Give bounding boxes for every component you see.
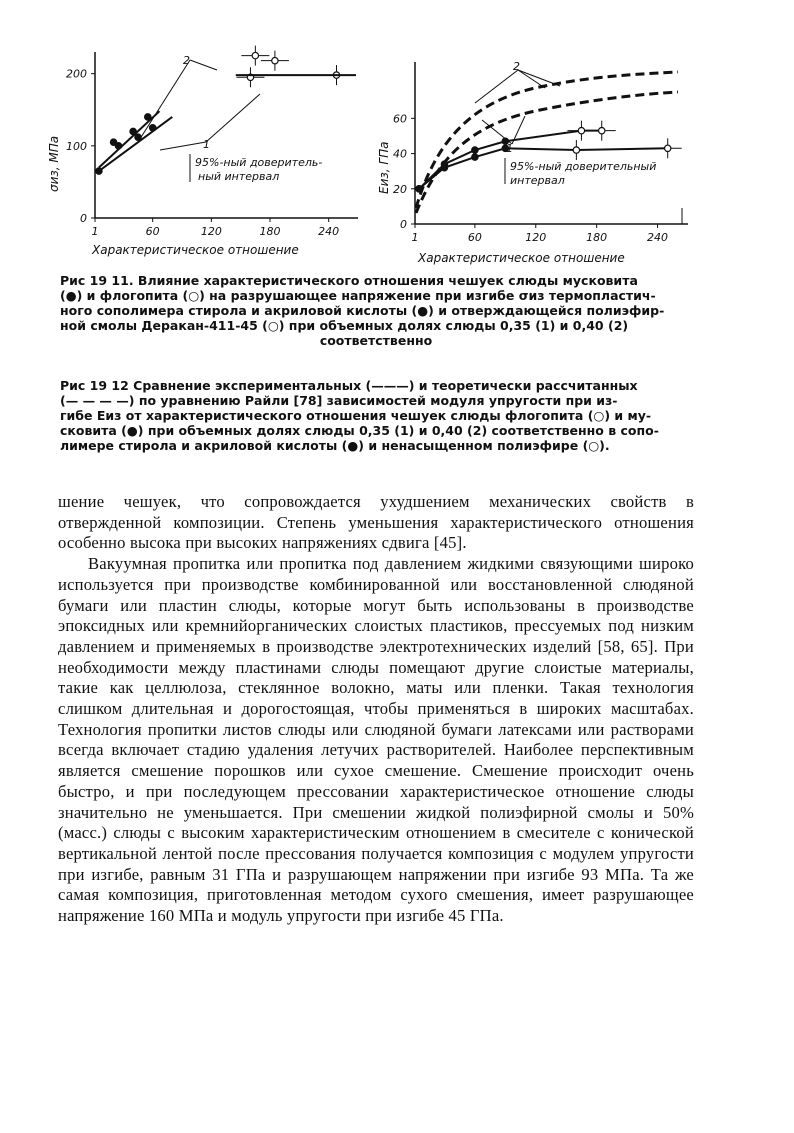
x-tick-label: 240 bbox=[647, 231, 669, 244]
x-tick-label: 1 bbox=[411, 231, 419, 244]
x-tick-label: 240 bbox=[318, 225, 340, 238]
x-tick-label: 1 bbox=[91, 225, 99, 238]
x-tick-label: 180 bbox=[586, 231, 608, 244]
leader-1b bbox=[206, 94, 260, 142]
theory-curve-2 bbox=[416, 72, 678, 208]
y-axis-label: σиз, МПа bbox=[47, 135, 61, 192]
figure-19-12 bbox=[360, 48, 690, 270]
paragraph-2: Вакуумная пропитка или пропитка под давлением жидкими связующими широко используется при производстве комбинированной или восстановленной слюдяной бумаги или пластин слюды, которые могут быть использованы в производстве эпоксидных или кремнийорганических слоистых пластиков, прессуемых под низким давлением и применяемых в производстве электротехнических изделий [58, 65]. При необходимости между пластинами слюды помещают другие слоистые материалы, такие как целлюлоза, стеклянное волокно, маты или пленки. Такая технология слишком длительная и дорогостоящая, чтобы применяться в широких масштабах. Технология пропитки листов слюды или слюдяной бумаги латексами или растворами всегда включает стадию удаления летучих растворителей. Наиболее перспективным является смешение порошков или сухое смешение. Смешение происходит очень быстро, и при последующем прессовании характеристическое отношение слюды значительно не уменьшается. При смешении жидкой полиэфирной смолы и 50% (масс.) слюды с высоким характеристическим отношением в смесителе с конической вертикальной лентой после прессования получается композиция с модулем упругости при изгибе, равным 31 ГПа и разрушающем напряжении при изгибе 93 МПа. Та же самая композиция, приготовленная методом сухого смешения, имеет разрушающее напряжение 160 МПа и модуль упругости при изгибе 45 ГПа. bbox=[58, 554, 694, 926]
ci-label-line2: интервал bbox=[510, 174, 565, 187]
caption-line: гибе Eиз от характеристического отношения чешуек слюды флогопита (○) и му- bbox=[60, 408, 652, 423]
annotation-1: 1 bbox=[203, 138, 210, 151]
figure-19-11 bbox=[40, 42, 360, 264]
caption-line: сковита (●) при объемных долях слюды 0,35 (1) и 0,40 (2) соответственно в сопо- bbox=[60, 423, 659, 438]
annotation-2: 2 bbox=[513, 60, 520, 73]
x-tick-label: 120 bbox=[525, 231, 547, 244]
series-2-point bbox=[110, 139, 116, 145]
caption-line: (— — — —) по уравнению Райли [78] зависимостей модуля упругости при из- bbox=[60, 393, 618, 408]
leader-1a bbox=[160, 142, 206, 150]
y-axis-label: Eиз, ГПа bbox=[377, 141, 391, 194]
series-2-point bbox=[472, 147, 478, 153]
x-tick-label: 60 bbox=[145, 225, 160, 238]
caption-line: Рис 19 11. Влияние характеристического отношения чешуек слюды мусковита bbox=[60, 273, 638, 288]
ci-label-line1: 95%-ный доверитель- bbox=[195, 156, 323, 169]
leader-2b bbox=[138, 60, 190, 142]
series-1-point bbox=[573, 147, 579, 153]
x-tick-label: 60 bbox=[467, 231, 482, 244]
x-axis-label: Характеристическое отношение bbox=[92, 243, 299, 257]
series-2-point bbox=[252, 52, 258, 58]
annotation-1: 1 bbox=[506, 142, 513, 155]
body-text bbox=[58, 492, 694, 927]
series-2-point bbox=[441, 161, 447, 167]
series-2-point bbox=[272, 57, 278, 63]
leader-2a bbox=[190, 60, 217, 70]
ci-label-line2: ный интервал bbox=[198, 170, 280, 183]
y-tick-label: 60 bbox=[393, 112, 407, 126]
caption-line: Рис 19 12 Сравнение экспериментальных (———) и теоретически рассчитанных bbox=[60, 378, 638, 393]
y-tick-label: 0 bbox=[80, 212, 87, 225]
series-2-point bbox=[599, 127, 605, 133]
x-tick-label: 120 bbox=[200, 225, 222, 238]
y-tick-label: 40 bbox=[393, 147, 407, 161]
x-tick-label: 180 bbox=[259, 225, 281, 238]
theory-curve-1 bbox=[416, 92, 678, 213]
y-tick-label: 200 bbox=[66, 67, 87, 81]
fit-line-1 bbox=[99, 117, 172, 171]
leader-2a bbox=[475, 70, 518, 103]
figure-caption-19-12 bbox=[60, 378, 692, 453]
caption-line: лимере стирола и акриловой кислоты (●) и ненасыщенном полиэфире (○). bbox=[60, 438, 610, 453]
x-axis-label: Характеристическое отношение bbox=[418, 251, 625, 265]
leader-1a bbox=[482, 120, 512, 144]
caption-line: (●) и флогопита (○) на разрушающее напряжение при изгибе σиз термопластич- bbox=[60, 288, 656, 303]
ci-label-line1: 95%-ный доверительный bbox=[510, 160, 657, 173]
fit-line-2 bbox=[99, 111, 160, 167]
chart-flexural-strength bbox=[40, 42, 360, 264]
y-tick-label: 100 bbox=[66, 139, 87, 153]
series-2-point bbox=[416, 186, 422, 192]
chart-flexural-modulus bbox=[360, 48, 690, 270]
caption-line: соответственно bbox=[319, 333, 433, 348]
paragraph-1: шение чешуек, что сопровождается ухудшением механических свойств в отвержденной композиции. Степень уменьшения характеристического отношения особенно высока при высоких напряжениях сдвига [45]. bbox=[58, 492, 694, 553]
y-tick-label: 0 bbox=[400, 218, 407, 231]
series-1-point bbox=[472, 154, 478, 160]
series-2-point bbox=[578, 127, 584, 133]
figure-caption-19-11 bbox=[60, 273, 692, 348]
series-1-point bbox=[665, 145, 671, 151]
annotation-2: 2 bbox=[183, 54, 190, 67]
caption-line: ного сополимера стирола и акриловой кислоты (●) и отверждающейся полиэфир- bbox=[60, 303, 665, 318]
caption-line: ной смолы Деракан-411-45 (○) при объемных долях слюды 0,35 (1) и 0,40 (2) bbox=[60, 318, 629, 333]
y-tick-label: 20 bbox=[393, 182, 407, 196]
